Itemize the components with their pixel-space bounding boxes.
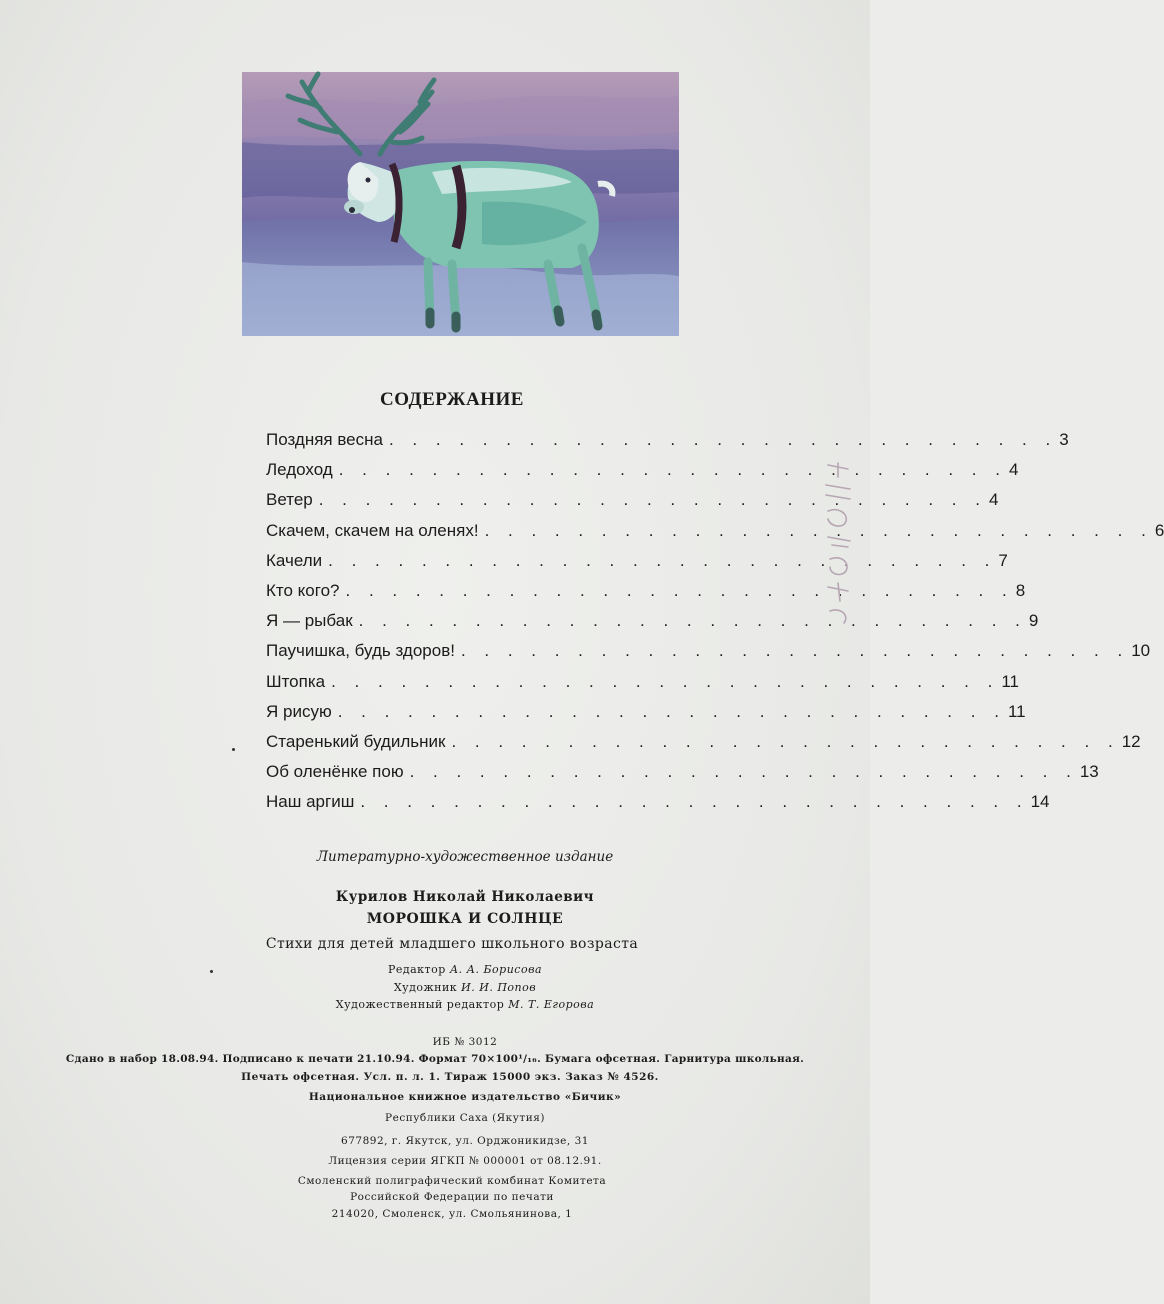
toc-dot-leader: . . . . . . . . . . . . . . . . . . . . . . . . . . . . . bbox=[331, 671, 1000, 691]
book-title: МОРОШКА И СОЛНЦЕ bbox=[366, 911, 564, 927]
toc-dot-leader: . . . . . . . . . . . . . . . . . . . . . . . . . . . . . bbox=[338, 460, 1007, 480]
handwritten-note-icon bbox=[818, 455, 858, 635]
editor-credit bbox=[0, 963, 930, 976]
editor-label: Редактор bbox=[387, 963, 446, 976]
toc-title: СОДЕРЖАНИЕ bbox=[380, 389, 524, 410]
publisher-address: 677892, г. Якутск, ул. Орджоникидзе, 31 bbox=[341, 1135, 589, 1147]
book-subtitle: Стихи для детей младшего школьного возраста bbox=[265, 936, 639, 952]
toc-row[interactable] bbox=[266, 671, 1019, 702]
toc-item-title: Старенький будильник bbox=[266, 731, 446, 751]
toc-item-page: 7 bbox=[998, 550, 1008, 570]
toc-row[interactable] bbox=[266, 490, 999, 520]
toc-item-page: 11 bbox=[1007, 701, 1026, 721]
toc-item-page: 6 bbox=[1154, 520, 1164, 540]
toc-item-page: 9 bbox=[1028, 611, 1039, 631]
ib-number: ИБ № 3012 bbox=[432, 1036, 498, 1048]
print-speck bbox=[232, 748, 235, 751]
print-details-line-1: Сдано в набор 18.08.94. Подписано к печати 21.10.94. Формат 70×100¹/₁₆. Бумага офсетная. Гарнитура школьная. bbox=[65, 1053, 805, 1065]
license-line: Лицензия серии ЯГКП № 000001 от 08.12.91. bbox=[328, 1155, 602, 1167]
toc-row[interactable] bbox=[266, 641, 1151, 671]
toc-item-title: Я — рыбак bbox=[266, 611, 353, 631]
toc-item-title: Скачем, скачем на оленях! bbox=[266, 520, 479, 540]
editor-name: А. А. Борисова bbox=[449, 963, 543, 976]
toc-dot-leader: . . . . . . . . . . . . . . . . . . . . . . . . . . . . . bbox=[345, 580, 1014, 600]
toc-item-page: 14 bbox=[1030, 792, 1050, 812]
toc-item-page: 10 bbox=[1131, 641, 1151, 661]
toc-dot-leader: . . . . . . . . . . . . . . . . . . . . . . . . . . . . . bbox=[409, 762, 1078, 782]
toc-item-title: Я рисую bbox=[266, 701, 332, 721]
toc-item-page: 3 bbox=[1059, 430, 1069, 449]
toc-item-title: Наш аргиш bbox=[266, 792, 355, 812]
toc-dot-leader: . . . . . . . . . . . . . . . . . . . . . . . . . . . . . bbox=[388, 430, 1058, 449]
table-of-contents bbox=[266, 430, 1164, 822]
toc-item-title: Поздняя весна bbox=[266, 430, 383, 449]
toc-dot-leader: . . . . . . . . . . . . . . . . . . . . . . . . . . . . . bbox=[451, 731, 1120, 751]
toc-item-title: Паучишка, будь здоров! bbox=[266, 641, 455, 661]
reindeer-illustration bbox=[242, 72, 679, 336]
publisher-republic: Республики Саха (Якутия) bbox=[385, 1112, 545, 1124]
toc-row[interactable] bbox=[266, 430, 1069, 460]
publisher-name: Национальное книжное издательство «Бичик» bbox=[308, 1091, 622, 1103]
print-speck bbox=[210, 970, 213, 973]
toc-item-title: Ледоход bbox=[266, 460, 333, 480]
toc-row[interactable] bbox=[266, 520, 1164, 551]
toc-item-page: 13 bbox=[1079, 762, 1099, 782]
artist-name: И. И. Попов bbox=[461, 981, 537, 994]
toc-row[interactable] bbox=[266, 701, 1026, 732]
artist-label: Художник bbox=[393, 981, 458, 994]
toc-row[interactable] bbox=[266, 460, 1019, 490]
toc-dot-leader: . . . . . . . . . . . . . . . . . . . . . . . . . . . . . bbox=[460, 641, 1130, 661]
art-editor-name: М. Т. Егорова bbox=[508, 998, 595, 1011]
toc-dot-leader: . . . . . . . . . . . . . . . . . . . . . . . . . . . . . bbox=[484, 520, 1153, 540]
art-editor-label: Художественный редактор bbox=[335, 998, 505, 1011]
toc-row[interactable] bbox=[266, 792, 1050, 822]
toc-row[interactable] bbox=[266, 580, 1026, 611]
toc-item-title: Об оленёнке пою bbox=[266, 762, 404, 782]
toc-item-page: 4 bbox=[988, 490, 999, 510]
author-name: Курилов Николай Николаевич bbox=[335, 889, 595, 905]
printer-line-2: Российской Федерации по печати bbox=[350, 1191, 554, 1203]
toc-dot-leader: . . . . . . . . . . . . . . . . . . . . . . . . . . . . . bbox=[337, 701, 1006, 721]
toc-item-title: Качели bbox=[266, 550, 323, 570]
toc-item-page: 11 bbox=[1001, 671, 1019, 691]
toc-dot-leader: . . . . . . . . . . . . . . . . . . . . . . . . . . . . . bbox=[358, 611, 1027, 631]
art-editor-credit bbox=[0, 998, 930, 1011]
print-details-line-2: Печать офсетная. Усл. п. л. 1. Тираж 15000 экз. Заказ № 4526. bbox=[241, 1071, 659, 1083]
toc-row[interactable] bbox=[266, 731, 1141, 762]
reindeer-icon bbox=[242, 72, 679, 336]
artist-credit bbox=[0, 981, 930, 994]
toc-row[interactable] bbox=[266, 762, 1099, 792]
toc-dot-leader: . . . . . . . . . . . . . . . . . . . . . . . . . . . . . bbox=[318, 490, 987, 510]
toc-row[interactable] bbox=[266, 550, 1008, 581]
toc-item-page: 8 bbox=[1015, 580, 1026, 600]
toc-dot-leader: . . . . . . . . . . . . . . . . . . . . . . . . . . . . . bbox=[328, 550, 997, 570]
toc-dot-leader: . . . . . . . . . . . . . . . . . . . . . . . . . . . . . bbox=[360, 792, 1029, 812]
toc-item-title: Ветер bbox=[266, 490, 313, 510]
toc-item-title: Кто кого? bbox=[266, 580, 340, 600]
edition-genre: Литературно-художественное издание bbox=[316, 849, 614, 865]
printer-line-1: Смоленский полиграфический комбинат Комитета bbox=[297, 1175, 607, 1187]
toc-item-page: 4 bbox=[1008, 460, 1019, 480]
toc-item-title: Штопка bbox=[266, 671, 326, 691]
toc-row[interactable] bbox=[266, 611, 1039, 641]
printer-address: 214020, Смоленск, ул. Смольянинова, 1 bbox=[331, 1208, 573, 1220]
toc-item-page: 12 bbox=[1121, 731, 1141, 751]
